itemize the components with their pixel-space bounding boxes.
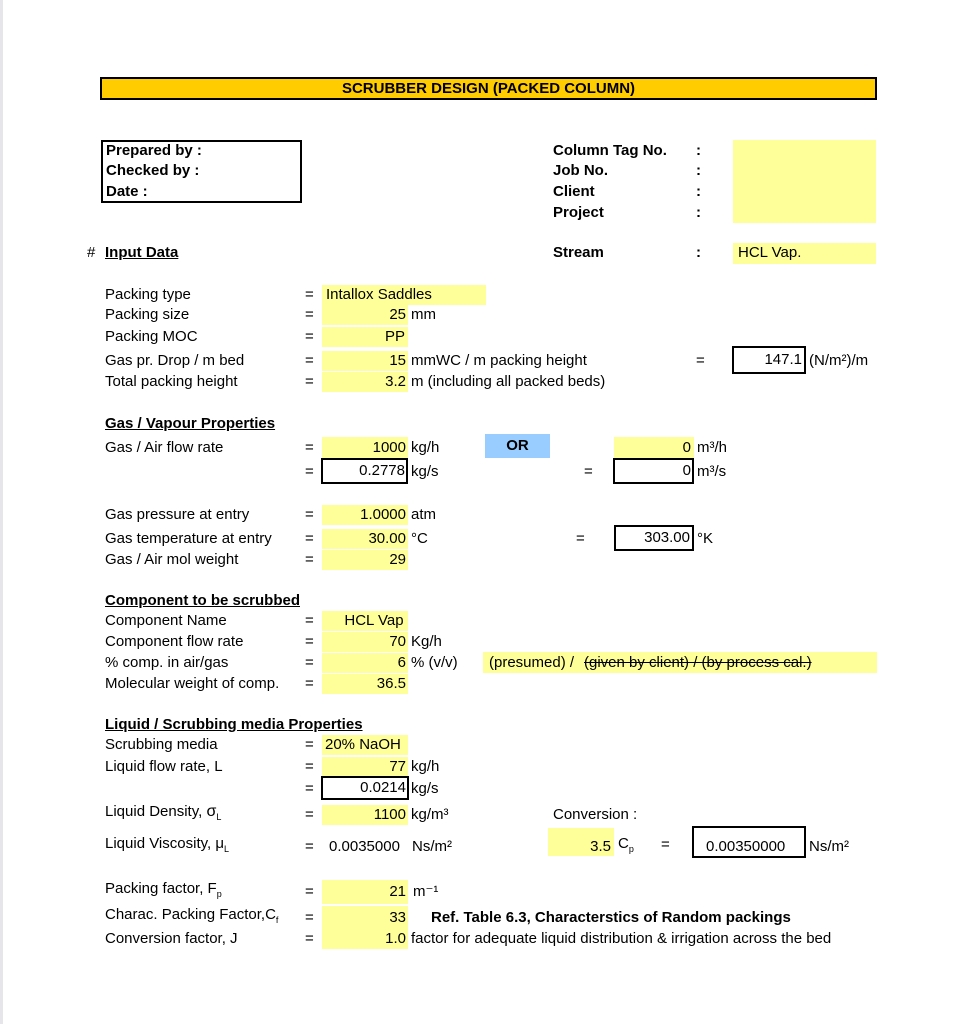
- table-reference: Ref. Table 6.3, Characterstics of Random packings: [431, 909, 791, 926]
- liquid-viscosity-unit: Ns/m²: [412, 838, 452, 855]
- input-data-heading: Input Data: [105, 244, 179, 261]
- job-no-label: Job No.: [553, 162, 608, 179]
- char-packing-factor-label: Charac. Packing $Factor,C_f$: [105, 906, 279, 925]
- checked-by-label: Checked by :: [106, 162, 200, 179]
- conversion-label: Conversion :: [553, 806, 638, 823]
- project-label: Project: [553, 204, 604, 221]
- packing-factor-label: Packing factor, $F_p$: [105, 880, 222, 899]
- gas-flow-m3s-unit: m³/s: [697, 463, 727, 480]
- total-height-label: Total packing height: [105, 373, 238, 390]
- prepared-by-label: Prepared by :: [106, 142, 202, 159]
- liquid-density-value: 1100: [373, 806, 406, 823]
- viscosity-conv-unit: Ns/m²: [809, 838, 849, 855]
- equals: =: [305, 306, 314, 323]
- media-value: 20% NaOH: [325, 736, 401, 753]
- gas-flow-m3h-unit: m³/h: [697, 439, 727, 456]
- gas-drop-conv-unit: (N/m²)/m: [809, 352, 869, 369]
- gas-temp-k-unit: °K: [697, 530, 714, 547]
- component-pct-unit: % (v/v): [411, 654, 458, 671]
- colon: :: [696, 142, 701, 159]
- equals: =: [305, 328, 314, 345]
- equals: =: [305, 930, 314, 947]
- total-height-unit: m (including all packed beds): [411, 373, 606, 390]
- component-flow-label: Component flow rate: [105, 633, 244, 650]
- component-name-value: HCL Vap: [344, 612, 404, 629]
- conversion-factor-note: factor for adequate liquid distribution & irrigation across the bed: [411, 930, 832, 947]
- gas-temp-unit: °C: [411, 530, 428, 547]
- equals: =: [576, 530, 585, 547]
- packing-size-unit: mm: [411, 306, 436, 323]
- gas-drop-value: 15: [389, 352, 406, 369]
- packing-factor-label-text: Packing factor, F: [105, 880, 217, 897]
- media-label: Scrubbing media: [105, 736, 218, 753]
- equals: =: [305, 506, 314, 523]
- packing-size-value: 25: [389, 306, 406, 323]
- meta-input-cell[interactable]: [733, 140, 876, 223]
- gas-drop-label: Gas pr. Drop / m bed: [105, 352, 245, 369]
- gas-pressure-value: 1.0000: [360, 506, 406, 523]
- page-edge: [0, 0, 3, 1024]
- colon: :: [696, 162, 701, 179]
- gas-flow-kgh-unit: kg/h: [411, 439, 440, 456]
- component-mw-value: 36.5: [376, 675, 406, 692]
- component-flow-unit: Kg/h: [411, 633, 442, 650]
- equals: =: [305, 352, 314, 369]
- packing-type-label: Packing type: [105, 286, 191, 303]
- presumed-note-struck: (given by client) / (by process cal.): [584, 654, 812, 671]
- gas-drop-unit: mmWC / m packing height: [411, 352, 587, 369]
- liquid-viscosity-label: [105, 835, 229, 858]
- gas-mw-label: Gas / Air mol weight: [105, 551, 239, 568]
- gas-temp-value: 30.00: [368, 530, 406, 547]
- stream-label: Stream: [553, 244, 604, 261]
- equals: =: [696, 352, 705, 369]
- component-flow-value: 70: [389, 633, 406, 650]
- liquid-viscosity-value: 0.0035000: [329, 838, 400, 855]
- char-packing-factor-value: 33: [389, 909, 406, 926]
- equals: =: [305, 909, 314, 926]
- packing-moc-label: Packing MOC: [105, 328, 198, 345]
- gas-flow-kgh-value: 1000: [372, 439, 406, 456]
- equals: =: [305, 463, 314, 480]
- gas-temp-label: Gas temperature at entry: [105, 530, 272, 547]
- equals: =: [305, 806, 314, 823]
- liquid-heading: Liquid / Scrubbing media Properties: [105, 716, 363, 733]
- equals: =: [305, 675, 314, 692]
- gas-properties-heading: Gas / Vapour Properties: [105, 415, 276, 432]
- equals: =: [305, 551, 314, 568]
- equals: =: [305, 286, 314, 303]
- colon: :: [696, 183, 701, 200]
- viscosity-cp-unit: $C_p$: [618, 835, 634, 854]
- sheet-title: SCRUBBER DESIGN (PACKED COLUMN): [100, 77, 877, 100]
- equals: =: [661, 836, 670, 853]
- component-mw-label: Molecular weight of comp.: [105, 675, 280, 692]
- equals: =: [305, 439, 314, 456]
- gas-pressure-label: Gas pressure at entry: [105, 506, 250, 523]
- component-name-label: Component Name: [105, 612, 227, 629]
- gas-mw-value: 29: [389, 551, 406, 568]
- colon: :: [696, 204, 701, 221]
- packing-factor-value: 21: [389, 883, 406, 900]
- gas-flow-label: Gas / Air flow rate: [105, 439, 224, 456]
- gas-temp-k-value: 303.00: [644, 529, 690, 546]
- client-label: Client: [553, 183, 595, 200]
- gas-drop-conv-value: 147.1: [764, 351, 802, 368]
- gas-flow-kgs-unit: kg/s: [411, 463, 439, 480]
- liquid-density-label: [105, 803, 221, 826]
- gas-flow-m3s-value: 0: [682, 462, 691, 479]
- or-badge: OR: [485, 434, 550, 458]
- date-label: Date :: [106, 183, 148, 200]
- equals: =: [305, 736, 314, 753]
- conversion-factor-label: Conversion factor, J: [105, 930, 238, 947]
- gas-flow-m3h-value: 0: [682, 439, 691, 456]
- equals: =: [584, 463, 593, 480]
- liquid-viscosity-label-text: Liquid Viscosity,: [105, 835, 212, 852]
- equals: =: [305, 530, 314, 547]
- equals: =: [305, 633, 314, 650]
- equals: =: [305, 758, 314, 775]
- viscosity-conv-value: 0.00350000: [706, 838, 786, 855]
- component-pct-value: 6: [397, 654, 406, 671]
- presumed-note: (presumed) /: [489, 654, 575, 671]
- liquid-flow-label: Liquid flow rate, L: [105, 758, 223, 775]
- liquid-flow-kgh-unit: kg/h: [411, 758, 440, 775]
- mu-l-symbol: $\mu_L$: [215, 835, 230, 854]
- packing-factor-unit: m⁻¹: [413, 883, 439, 900]
- liquid-flow-kgs-unit: kg/s: [411, 780, 439, 797]
- component-heading: Component to be scrubbed: [105, 592, 300, 609]
- packing-moc-value: PP: [384, 328, 405, 345]
- char-packing-factor-label-text: Charac. Packing Factor,C: [105, 906, 276, 923]
- total-height-value: 3.2: [385, 373, 406, 390]
- equals: =: [305, 612, 314, 629]
- component-pct-label: % comp. in air/gas: [105, 654, 229, 671]
- liquid-flow-kgs-value: 0.0214: [360, 779, 406, 796]
- liquid-flow-kgh-value: 77: [389, 758, 406, 775]
- viscosity-cp-value: 3.5: [590, 838, 611, 855]
- equals: =: [305, 654, 314, 671]
- viscosity-cp-unit-text: C: [618, 835, 629, 852]
- gas-pressure-unit: atm: [411, 506, 437, 523]
- equals: =: [305, 373, 314, 390]
- equals: =: [305, 883, 314, 900]
- liquid-density-label-text: Liquid Density,: [105, 803, 203, 820]
- liquid-density-unit: kg/m³: [411, 806, 449, 823]
- equals: =: [305, 838, 314, 855]
- gas-flow-kgs-value: 0.2778: [359, 462, 405, 479]
- packing-size-label: Packing size: [105, 306, 190, 323]
- equals: =: [305, 780, 314, 797]
- colon: :: [696, 244, 701, 261]
- column-tag-label: Column Tag No.: [553, 142, 667, 159]
- packing-type-value: Intallox Saddles: [326, 286, 432, 303]
- sigma-l-symbol: $\sigma_L$: [206, 803, 222, 823]
- conversion-factor-value: 1.0: [385, 930, 406, 947]
- hash-mark: #: [87, 244, 96, 261]
- stream-value: HCL Vap.: [738, 244, 802, 261]
